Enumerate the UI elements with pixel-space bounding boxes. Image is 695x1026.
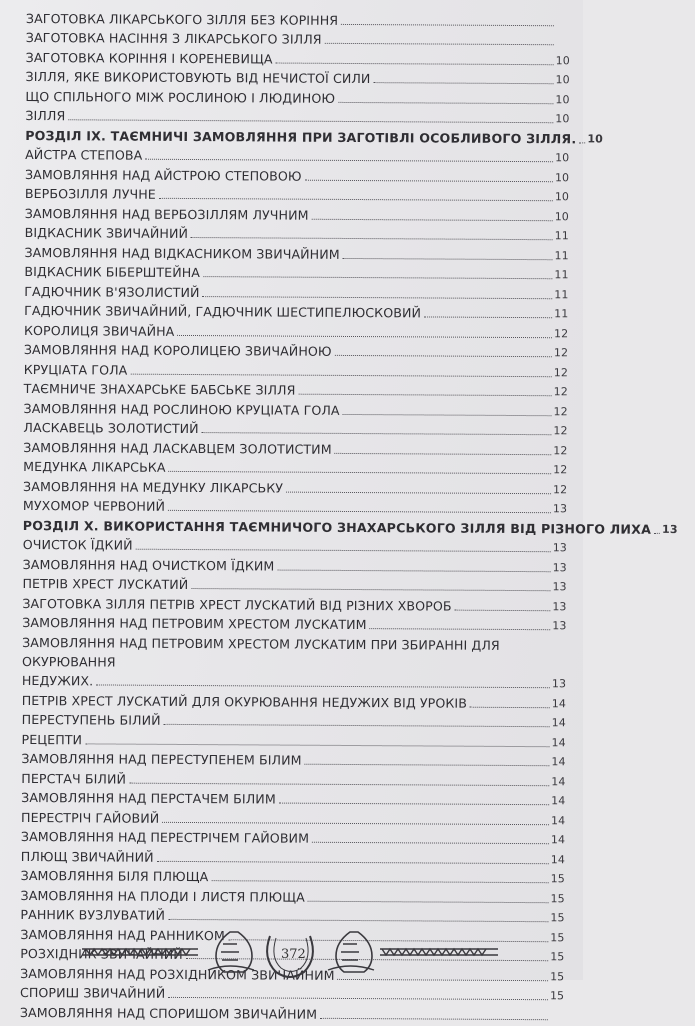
dot-leader bbox=[129, 782, 549, 786]
dot-leader bbox=[202, 432, 552, 435]
toc-page-number: 14 bbox=[551, 851, 581, 869]
toc-entry bbox=[21, 787, 581, 810]
toc-entry bbox=[22, 593, 582, 616]
toc-page-number: 13 bbox=[662, 520, 692, 538]
toc-page-number: 11 bbox=[554, 305, 584, 323]
toc-entry bbox=[24, 339, 584, 362]
dot-leader bbox=[203, 296, 553, 299]
toc-entry-title: КОРОЛИЦЯ ЗВИЧАЙНА bbox=[24, 321, 174, 340]
dot-leader bbox=[370, 628, 551, 630]
toc-page-number: 13 bbox=[552, 598, 582, 616]
toc-entry-title: РОЗДІЛ X. ВИКОРИСТАННЯ ТАЄМНИЧОГО ЗНАХАРСЬКОГО ЗІЛЛЯ ВІД РІЗНОГО ЛИХА bbox=[23, 516, 651, 538]
toc-entry-title: СПОРИШ ЗВИЧАЙНИЙ bbox=[20, 984, 165, 1003]
toc-page-number: 10 bbox=[587, 130, 617, 148]
toc-entry-title: ПЕРЕСТУПЕНЬ БІЛИЙ bbox=[22, 711, 161, 730]
toc-entry-title: ПЕТРІВ ХРЕСТ ЛУСКАТИЙ bbox=[22, 575, 188, 594]
dot-leader bbox=[654, 532, 660, 533]
dot-leader bbox=[320, 1017, 548, 1019]
toc-entry-title: ЗАМОВЛЯННЯ НАД РОСЛИНОЮ КРУЦІАТА ГОЛА bbox=[23, 399, 339, 419]
dot-leader bbox=[169, 471, 552, 474]
toc-entry bbox=[25, 183, 585, 206]
toc-page-number: 12 bbox=[554, 344, 584, 362]
toc-entry-title: АЙСТРА СТЕПОВА bbox=[25, 146, 142, 165]
dot-leader bbox=[335, 355, 552, 357]
dot-leader bbox=[159, 198, 553, 201]
toc-entry-title-continued: НЕДУЖИХ. bbox=[22, 671, 93, 690]
toc-page-number: 11 bbox=[554, 266, 584, 284]
dot-leader bbox=[276, 62, 554, 65]
toc-entry bbox=[25, 144, 585, 167]
dot-leader bbox=[455, 609, 551, 611]
toc-page-number: 11 bbox=[554, 286, 584, 304]
toc-entry bbox=[23, 437, 583, 460]
toc-page-number: 15 bbox=[551, 890, 581, 908]
toc-entry bbox=[21, 865, 581, 888]
toc-page-number: 12 bbox=[554, 364, 584, 382]
toc-page-number: 10 bbox=[555, 149, 585, 167]
toc-page-number: 10 bbox=[555, 188, 585, 206]
toc-page-number: 10 bbox=[555, 110, 585, 128]
toc-entry bbox=[26, 8, 586, 31]
toc-entry bbox=[23, 495, 583, 518]
toc-page-number: 13 bbox=[552, 675, 582, 693]
toc-entry-title: ЗАМОВЛЯННЯ НАД ПЕРЕСТРІЧЕМ ГАЙОВИМ bbox=[21, 828, 309, 848]
toc-entry-title: ВІДКАСНИК ЗВИЧАЙНИЙ bbox=[25, 224, 189, 243]
dot-leader bbox=[343, 413, 552, 415]
toc-page-number: 14 bbox=[551, 812, 581, 830]
toc-page-number: 10 bbox=[555, 169, 585, 187]
dot-leader bbox=[298, 394, 551, 397]
table-of-contents bbox=[20, 8, 586, 1025]
toc-page-number: 12 bbox=[553, 422, 583, 440]
toc-entry-title: РОЗХІДНИК ЗВИЧАЙНИЙ bbox=[20, 945, 183, 964]
dot-leader bbox=[312, 842, 549, 844]
toc-page-number: 12 bbox=[553, 403, 583, 421]
toc-page-number: 13 bbox=[552, 578, 582, 596]
toc-entry-title: ЗАМОВЛЯННЯ НАД РОЗХІДНИКОМ ЗВИЧАЙНИМ bbox=[20, 964, 335, 984]
toc-entry bbox=[21, 885, 581, 908]
toc-entry-title: ЗАГОТОВКА КОРІННЯ І КОРЕНЕВИЩА bbox=[26, 48, 273, 68]
dot-leader bbox=[68, 119, 553, 123]
toc-entry bbox=[24, 281, 584, 304]
toc-entry bbox=[26, 66, 586, 89]
toc-entry-title: ЗІЛЛЯ bbox=[25, 107, 65, 125]
toc-entry-title: ПЕРСТАЧ БІЛИЙ bbox=[21, 769, 126, 788]
toc-entry bbox=[25, 86, 585, 109]
toc-page-number: 14 bbox=[552, 714, 582, 732]
toc-entry bbox=[25, 164, 585, 187]
toc-entry-title: ЗАМОВЛЯННЯ НА МЕДУНКУ ЛІКАРСЬКУ bbox=[23, 477, 283, 497]
toc-entry bbox=[20, 904, 580, 927]
toc-entry bbox=[24, 261, 584, 284]
toc-entry-title: РОЗДІЛ IX. ТАЄМНИЧІ ЗАМОВЛЯННЯ ПРИ ЗАГОТІВЛІ ОСОБЛИВОГО ЗІЛЛЯ. bbox=[25, 126, 576, 147]
dot-leader bbox=[373, 82, 553, 84]
dot-leader bbox=[343, 257, 553, 259]
toc-entry-title: ЗАМОВЛЯННЯ НАД СПОРИШОМ ЗВИЧАЙНИМ bbox=[20, 1003, 317, 1023]
toc-page-number: 10 bbox=[556, 71, 586, 89]
dot-leader bbox=[279, 803, 549, 806]
toc-entry bbox=[22, 612, 582, 635]
toc-entry-title: ЩО СПІЛЬНОГО МІЖ РОСЛИНОЮ І ЛЮДИНОЮ bbox=[25, 87, 335, 107]
dot-leader bbox=[308, 900, 549, 902]
toc-entry-title: ПЕРЕСТРІЧ ГАЙОВИЙ bbox=[21, 808, 159, 827]
dot-leader bbox=[168, 510, 551, 513]
dot-leader bbox=[305, 179, 553, 182]
toc-entry-title: ЗАГОТОВКА НАСІННЯ З ЛІКАРСЬКОГО ЗІЛЛЯ bbox=[26, 29, 322, 49]
toc-entry bbox=[20, 982, 580, 1005]
toc-entry-title: ЗАМОВЛЯННЯ НАД ОЧИСТКОМ ЇДКИМ bbox=[23, 555, 275, 575]
toc-entry bbox=[23, 417, 583, 440]
dot-leader bbox=[335, 452, 552, 454]
toc-entry bbox=[23, 456, 583, 479]
dot-leader bbox=[470, 706, 550, 707]
dot-leader bbox=[96, 684, 550, 688]
toc-entry bbox=[24, 378, 584, 401]
toc-page-number: 10 bbox=[555, 208, 585, 226]
toc-entry-title: ЗАМОВЛЯННЯ НАД ПЕРЕСТУПЕНЕМ БІЛИМ bbox=[21, 750, 301, 770]
toc-entry bbox=[25, 222, 585, 245]
toc-entry-title: ПЛЮЩ ЗВИЧАЙНИЙ bbox=[21, 847, 154, 866]
toc-entry bbox=[21, 768, 581, 791]
toc-entry-title: ЗАМОВЛЯННЯ НАД КОРОЛИЦЕЮ ЗВИЧАЙНОЮ bbox=[24, 341, 332, 361]
dot-leader bbox=[130, 373, 551, 377]
toc-entry-title: ЗАГОТОВКА ЛІКАРСЬКОГО ЗІЛЛЯ БЕЗ КОРІННЯ bbox=[26, 9, 338, 29]
toc-page-number: 13 bbox=[553, 559, 583, 577]
toc-page-number: 15 bbox=[550, 987, 580, 1005]
toc-page-number: 10 bbox=[556, 52, 586, 70]
toc-entry-title: ЗАМОВЛЯННЯ НАД РАННИКОМ bbox=[20, 925, 225, 944]
toc-page-number: 13 bbox=[553, 539, 583, 557]
toc-entry-title: ТАЄМНИЧЕ ЗНАХАРСЬКЕ БАБСЬКЕ ЗІЛЛЯ bbox=[24, 380, 296, 400]
toc-entry-title: РАННИК ВУЗЛУВАТИЙ bbox=[20, 906, 165, 925]
dot-leader bbox=[191, 237, 553, 240]
toc-page-number: 12 bbox=[554, 325, 584, 343]
dot-leader bbox=[305, 764, 550, 766]
toc-entry bbox=[23, 554, 583, 577]
toc-entry bbox=[23, 476, 583, 499]
toc-page-number: 14 bbox=[551, 773, 581, 791]
dot-leader bbox=[325, 43, 554, 45]
toc-entry bbox=[21, 826, 581, 849]
dot-leader bbox=[177, 334, 552, 337]
toc-entry bbox=[21, 846, 581, 869]
toc-section-heading bbox=[23, 515, 583, 538]
toc-entry-title: ОЧИСТОК ЇДКИЙ bbox=[23, 536, 133, 555]
toc-entry bbox=[24, 320, 584, 343]
toc-entry-title: ЗІЛЛЯ, ЯКЕ ВИКОРИСТОВУЮТЬ ВІД НЕЧИСТОЇ СИЛИ bbox=[26, 68, 371, 88]
toc-entry bbox=[22, 632, 582, 693]
toc-page-number: 11 bbox=[554, 247, 584, 265]
toc-entry bbox=[24, 300, 584, 323]
toc-entry bbox=[25, 203, 585, 226]
dot-leader bbox=[136, 549, 551, 553]
dot-leader bbox=[341, 23, 554, 25]
toc-entry-title: ВІДКАСНИК БІБЕРШТЕЙНА bbox=[24, 263, 200, 282]
dot-leader bbox=[286, 491, 551, 494]
toc-entry-title: ЗАМОВЛЯННЯ НАД ПЕТРОВИМ ХРЕСТОМ ЛУСКАТИМ ПРИ ЗБИРАННІ ДЛЯ ОКУРЮВАННЯ bbox=[22, 633, 567, 674]
toc-entry-title: МУХОМОР ЧЕРВОНИЙ bbox=[23, 497, 165, 516]
toc-entry bbox=[22, 709, 582, 732]
toc-entry bbox=[26, 47, 586, 70]
toc-page-number: 15 bbox=[550, 929, 580, 947]
dot-leader bbox=[162, 821, 549, 824]
toc-page-number: 13 bbox=[552, 617, 582, 635]
dot-leader bbox=[203, 276, 552, 279]
footer-ornament bbox=[80, 930, 500, 980]
toc-entry-title: ГАДЮЧНИК ЗВИЧАЙНИЙ, ГАДЮЧНИК ШЕСТИПЕЛЮСКОВИЙ bbox=[24, 302, 421, 322]
dot-leader bbox=[168, 919, 548, 922]
toc-page-number: 14 bbox=[552, 695, 582, 713]
dot-leader bbox=[579, 142, 585, 143]
toc-entry-title: ВЕРБОЗІЛЛЯ ЛУЧНЕ bbox=[25, 185, 156, 204]
toc-entry bbox=[22, 573, 582, 596]
dot-leader bbox=[277, 569, 550, 572]
toc-page-number: 15 bbox=[550, 948, 580, 966]
toc-section-heading bbox=[25, 125, 585, 148]
toc-entry bbox=[21, 748, 581, 771]
page-number: 372 bbox=[281, 947, 306, 962]
toc-page-number: 10 bbox=[555, 91, 585, 109]
toc-page-number: 13 bbox=[553, 500, 583, 518]
dot-leader bbox=[85, 743, 549, 747]
toc-entry-title: ЗАМОВЛЯННЯ НАД ЛАСКАВЦЕМ ЗОЛОТИСТИМ bbox=[23, 438, 331, 458]
toc-entry-title: ГАДЮЧНИК В'ЯЗОЛИСТИЙ bbox=[24, 282, 199, 301]
dot-leader bbox=[211, 880, 548, 883]
toc-page-number: 11 bbox=[555, 227, 585, 245]
toc-entry bbox=[20, 1002, 580, 1025]
toc-entry-title: ЗАМОВЛЯННЯ НАД ПЕТРОВИМ ХРЕСТОМ ЛУСКАТИМ bbox=[22, 614, 367, 634]
dot-leader bbox=[338, 101, 553, 103]
toc-page-number: 12 bbox=[554, 383, 584, 401]
toc-page-number: 14 bbox=[551, 792, 581, 810]
toc-entry-title: ЗАМОВЛЯННЯ НА ПЛОДИ І ЛИСТЯ ПЛЮЩА bbox=[21, 886, 305, 906]
toc-page-number: 15 bbox=[551, 870, 581, 888]
dot-leader bbox=[164, 724, 550, 727]
toc-entry-title: ЗАМОВЛЯННЯ БІЛЯ ПЛЮЩА bbox=[21, 867, 209, 886]
dot-leader bbox=[145, 159, 553, 162]
toc-entry-title: ПЕТРІВ ХРЕСТ ЛУСКАТИЙ ДЛЯ ОКУРЮВАННЯ НЕДУЖИХ ВІД УРОКІВ bbox=[22, 691, 467, 712]
toc-entry bbox=[24, 359, 584, 382]
dot-leader bbox=[168, 997, 548, 1000]
toc-entry-title: ЗАМОВЛЯННЯ НАД ПЕРСТАЧЕМ БІЛИМ bbox=[21, 789, 276, 809]
toc-entry-title: ЗАМОВЛЯННЯ НАД АЙСТРОЮ СТЕПОВОЮ bbox=[25, 165, 302, 185]
toc-entry bbox=[24, 242, 584, 265]
toc-page-number: 15 bbox=[550, 968, 580, 986]
toc-entry bbox=[21, 807, 581, 830]
toc-entry bbox=[26, 27, 586, 50]
toc-page-number: 14 bbox=[551, 753, 581, 771]
toc-entry-title: РЕЦЕПТИ bbox=[21, 730, 82, 748]
dot-leader bbox=[424, 316, 552, 318]
dot-leader bbox=[312, 218, 553, 220]
toc-page-number: 12 bbox=[553, 461, 583, 479]
dot-leader bbox=[157, 860, 549, 863]
dot-leader bbox=[191, 588, 550, 591]
toc-entry-title: КРУЦІАТА ГОЛА bbox=[24, 360, 128, 379]
toc-entry bbox=[23, 398, 583, 421]
toc-entry-title: ЗАГОТОВКА ЗІЛЛЯ ПЕТРІВ ХРЕСТ ЛУСКАТИЙ ВІД РІЗНИХ ХВОРОБ bbox=[22, 594, 451, 615]
toc-entry-title: ЗАМОВЛЯННЯ НАД ВЕРБОЗІЛЛЯМ ЛУЧНИМ bbox=[25, 204, 309, 224]
toc-page-number: 14 bbox=[551, 734, 581, 752]
toc-entry-title: ЛАСКАВЕЦЬ ЗОЛОТИСТИЙ bbox=[23, 419, 198, 438]
toc-entry bbox=[23, 534, 583, 557]
toc-page-number: 12 bbox=[553, 442, 583, 460]
toc-entry-title: МЕДУНКА ЛІКАРСЬКА bbox=[23, 458, 165, 477]
toc-page-number: 14 bbox=[551, 831, 581, 849]
toc-entry-title: ЗАМОВЛЯННЯ НАД ВІДКАСНИКОМ ЗВИЧАЙНИМ bbox=[24, 243, 339, 263]
toc-page-number: 12 bbox=[553, 481, 583, 499]
toc-entry bbox=[22, 690, 582, 713]
toc-page-number: 15 bbox=[550, 909, 580, 927]
